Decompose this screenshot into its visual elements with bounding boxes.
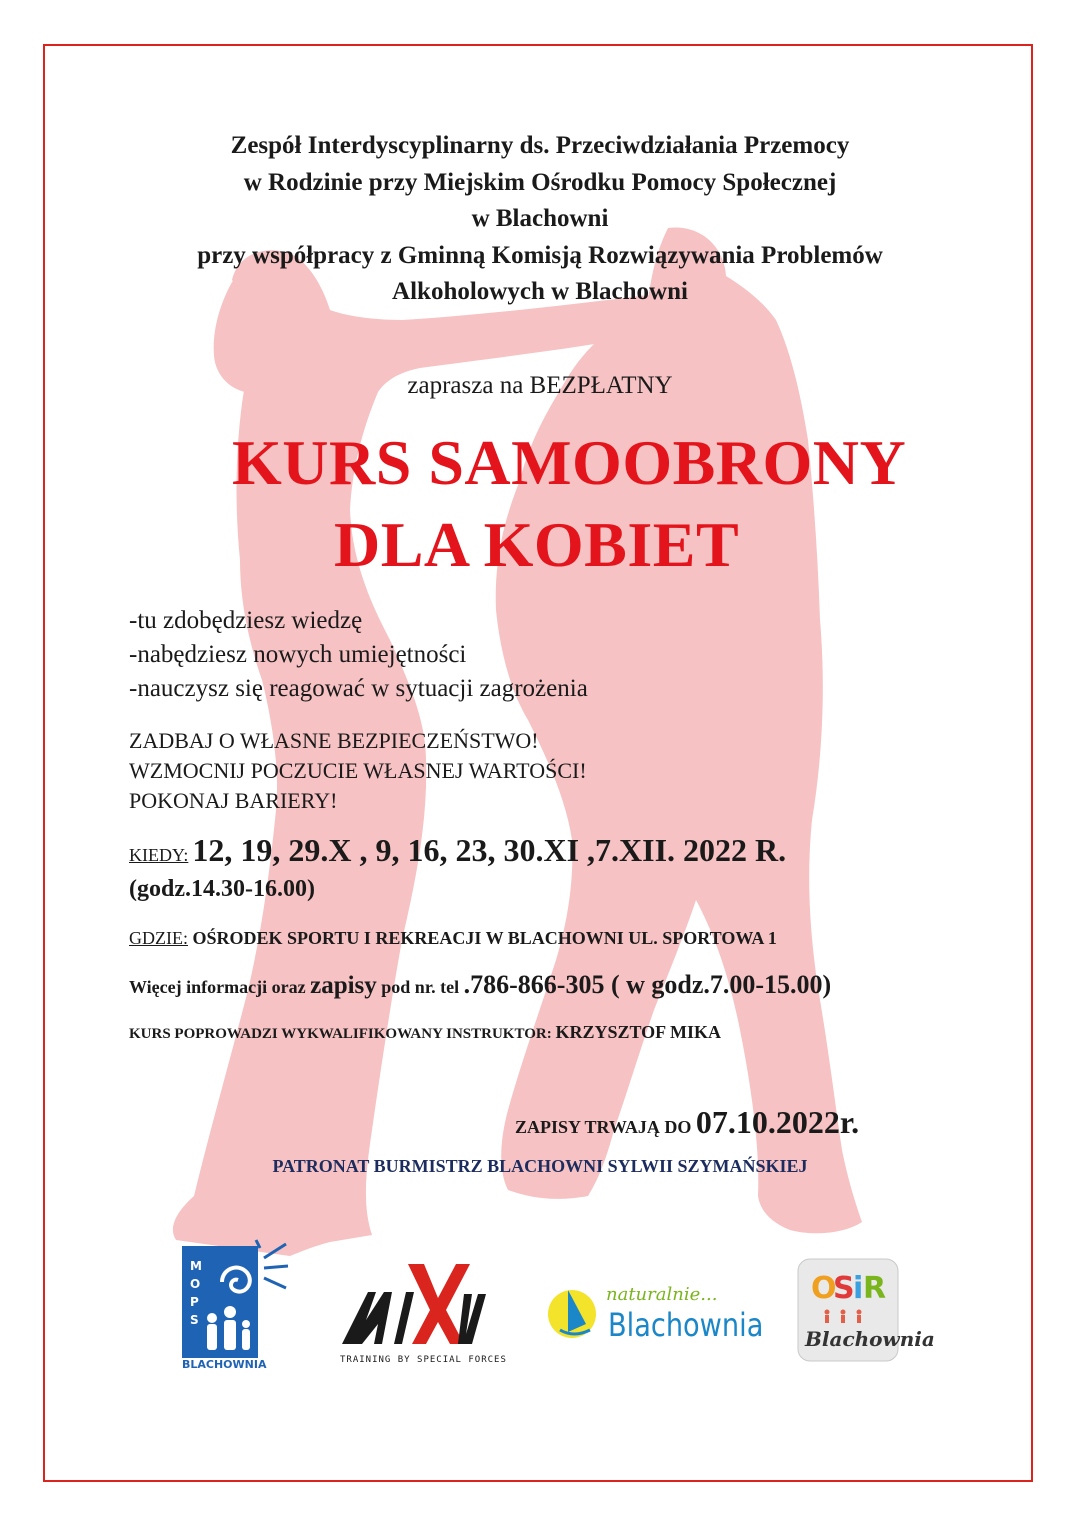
list-item: -nabędziesz nowych umiejętności [129, 641, 467, 668]
slogan: WZMOCNIJ POCZUCIE WŁASNEJ WARTOŚCI! [129, 758, 587, 783]
schedule-hours: (godz.14.30-16.00) [129, 876, 315, 902]
where-value: OŚRODEK SPORTU I REKREACJI W BLACHOWNI UL. SPORTOWA 1 [192, 928, 777, 948]
svg-text:P: P [190, 1295, 199, 1309]
svg-text:TRAINING BY SPECIAL FORCES: TRAINING BY SPECIAL FORCES [340, 1355, 507, 1365]
svg-text:BLACHOWNIA: BLACHOWNIA [182, 1358, 267, 1371]
patronage: PATRONAT BURMISTRZ BLACHOWNI SYLWII SZYMAŃSKIEJ [272, 1156, 808, 1176]
organizer-header [100, 128, 980, 311]
svg-text:R: R [863, 1271, 887, 1306]
slogan: ZADBAJ O WŁASNE BEZPIECZEŃSTWO! [129, 728, 539, 753]
schedule-dates [129, 832, 786, 869]
list-item: -tu zdobędziesz wiedzę [129, 607, 363, 634]
svg-text:i: i [853, 1271, 864, 1306]
info-text: pod nr. tel [376, 977, 464, 997]
list-item: -nauczysz się reagować w sytuacji zagrożenia [129, 675, 588, 702]
svg-text:S: S [190, 1313, 199, 1327]
signup-deadline [515, 1104, 859, 1141]
benefits-list [129, 604, 588, 706]
instructor-name: KRZYSZTOF MIKA [555, 1022, 721, 1042]
when-label: KIEDY: [129, 845, 189, 865]
osir-logo [797, 1258, 935, 1362]
header-line: przy współpracy z Gminną Komisją Rozwiązywania Problemów [197, 241, 883, 269]
info-text: Więcej informacji oraz [129, 977, 311, 997]
when-dates: 12, 19, 29.X , 9, 16, 23, 30.XI ,7.XII. 2022 R. [192, 832, 787, 868]
invite-text: zaprasza na BEZPŁATNY [407, 372, 673, 399]
header-line: w Blachowni [471, 205, 609, 232]
course-title: KURS SAMOOBRONY [232, 427, 907, 498]
location [129, 928, 777, 949]
svg-text:Blachownia: Blachownia [805, 1327, 935, 1351]
svg-text:O: O [190, 1277, 201, 1291]
deadline-date: 07.10.2022r. [695, 1104, 860, 1140]
slogan: POKONAJ BARIERY! [129, 788, 338, 813]
deadline-label: ZAPISY TRWAJĄ DO [515, 1117, 696, 1137]
phone-number: .786-866-305 ( w godz.7.00-15.00) [463, 970, 832, 999]
where-label: GDZIE: [129, 928, 188, 948]
mixu-logo [338, 1264, 507, 1368]
instructor-info [129, 1022, 721, 1043]
svg-text:S: S [833, 1271, 855, 1306]
info-signup: zapisy [310, 972, 377, 999]
svg-text:M: M [190, 1259, 202, 1273]
slogans [129, 726, 587, 816]
svg-text:Blachownia: Blachownia [608, 1306, 764, 1345]
header-line: w Rodzinie przy Miejskim Ośrodku Pomocy Społecznej [243, 168, 837, 196]
blachownia-logo [546, 1272, 764, 1350]
mops-logo [182, 1236, 290, 1370]
instructor-label: KURS POPROWADZI WYKWALIFIKOWANY INSTRUKTOR: [129, 1026, 556, 1042]
header-line: Alkoholowych w Blachowni [392, 278, 688, 305]
svg-text:naturalnie...: naturalnie... [606, 1284, 718, 1305]
header-line: Zespół Interdyscyplinarny ds. Przeciwdziałania Przemocy [230, 132, 850, 159]
svg-text:O: O [811, 1271, 837, 1306]
course-subtitle: DLA KOBIET [334, 509, 740, 580]
contact-info [129, 970, 831, 1000]
